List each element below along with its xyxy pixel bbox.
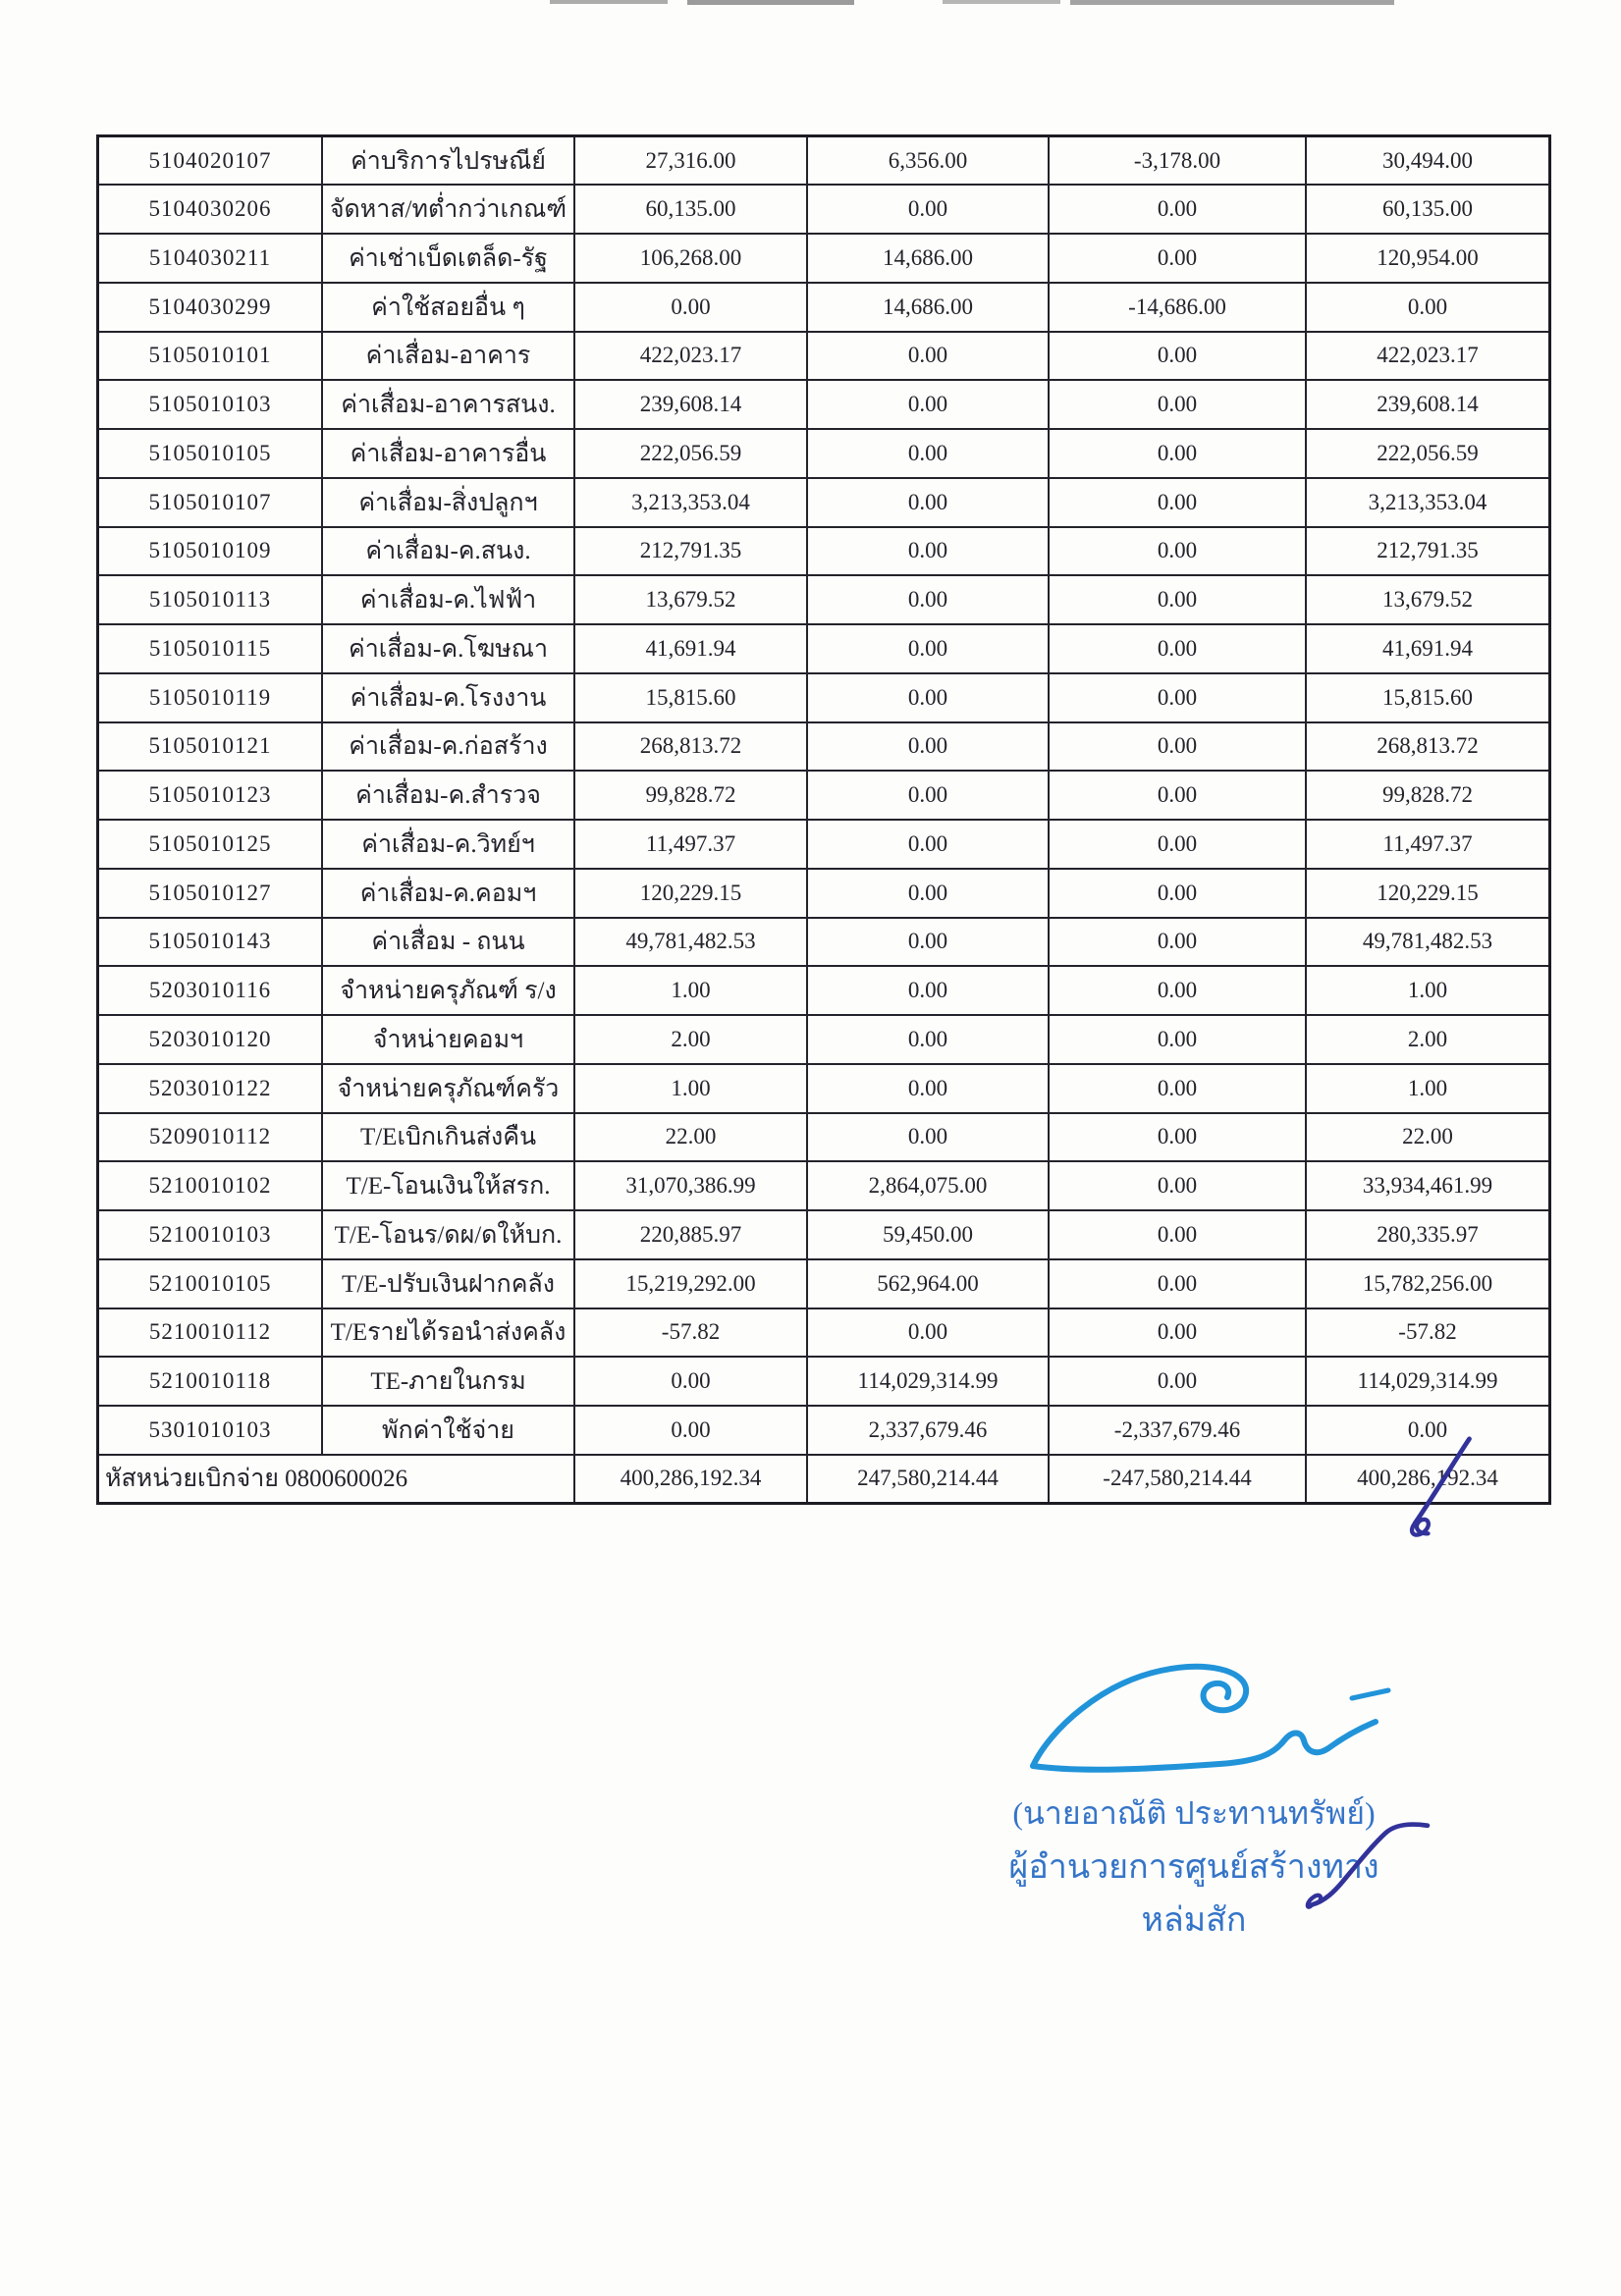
amount-cell: 0.00 — [1049, 966, 1306, 1015]
account-desc-cell: จำหน่ายครุภัณฑ์ ร/ง — [322, 966, 574, 1015]
amount-cell: 0.00 — [1049, 185, 1306, 234]
account-desc-cell: T/E-ปรับเงินฝากคลัง — [322, 1259, 574, 1308]
amount-cell: 11,497.37 — [1306, 820, 1550, 869]
scan-artifact — [1070, 0, 1394, 5]
amount-cell: 15,782,256.00 — [1306, 1259, 1550, 1308]
amount-cell: 11,497.37 — [574, 820, 807, 869]
amount-cell: 0.00 — [1049, 673, 1306, 722]
account-code-cell: 5203010120 — [98, 1015, 323, 1064]
amount-cell: 0.00 — [807, 820, 1049, 869]
account-desc-cell: ค่าเสื่อม-สิ่งปลูกฯ — [322, 478, 574, 527]
amount-cell: 120,229.15 — [1306, 869, 1550, 918]
signer-name: (นายอาณัติ ประทานทรัพย์) — [1012, 1795, 1376, 1831]
scan-artifact — [550, 0, 668, 4]
footer-row — [98, 1455, 1550, 1504]
account-desc-cell: ค่าใช้สอยอื่น ๆ — [322, 283, 574, 332]
amount-cell: 0.00 — [1049, 771, 1306, 820]
account-desc-cell: ค่าเสื่อม-ค.ก่อสร้าง — [322, 722, 574, 772]
amount-cell: 6,356.00 — [807, 136, 1049, 186]
amount-cell: 0.00 — [1049, 380, 1306, 429]
signer-title: ผู้อำนวยการศูนย์สร้างทางหล่มสัก — [1008, 1849, 1379, 1939]
amount-cell: 27,316.00 — [574, 136, 807, 186]
pen-initial-mark — [1394, 1435, 1483, 1538]
account-desc-cell: จำหน่ายคอมฯ — [322, 1015, 574, 1064]
table-row — [98, 234, 1550, 283]
table-row — [98, 332, 1550, 381]
table-row — [98, 1210, 1550, 1259]
amount-cell: 220,885.97 — [574, 1210, 807, 1259]
account-code-cell: 5210010105 — [98, 1259, 323, 1308]
table-row — [98, 673, 1550, 722]
amount-cell: 15,815.60 — [1306, 673, 1550, 722]
footer-total-cell: -247,580,214.44 — [1049, 1455, 1306, 1504]
amount-cell: 0.00 — [1049, 624, 1306, 673]
account-desc-cell: ค่าบริการไปรษณีย์ — [322, 136, 574, 186]
amount-cell: 22.00 — [574, 1113, 807, 1162]
account-desc-cell: ค่าเสื่อม-อาคาร — [322, 332, 574, 381]
amount-cell: 120,954.00 — [1306, 234, 1550, 283]
account-code-cell: 5104030206 — [98, 185, 323, 234]
amount-cell: 2,337,679.46 — [807, 1406, 1049, 1455]
ledger-table-body — [98, 136, 1550, 1455]
table-row — [98, 820, 1550, 869]
amount-cell: 0.00 — [807, 722, 1049, 772]
signature-ink — [1021, 1662, 1394, 1789]
amount-cell: 31,070,386.99 — [574, 1161, 807, 1210]
amount-cell: 0.00 — [1049, 1210, 1306, 1259]
table-row — [98, 527, 1550, 576]
amount-cell: 0.00 — [807, 966, 1049, 1015]
footer-total-cell: 400,286,192.34 — [1306, 1455, 1550, 1504]
amount-cell: 49,781,482.53 — [574, 918, 807, 967]
amount-cell: 30,494.00 — [1306, 136, 1550, 186]
amount-cell: 1.00 — [574, 1064, 807, 1113]
amount-cell: 0.00 — [1049, 1064, 1306, 1113]
amount-cell: 0.00 — [807, 478, 1049, 527]
amount-cell: -3,178.00 — [1049, 136, 1306, 186]
amount-cell: 0.00 — [1049, 1357, 1306, 1406]
account-code-cell: 5301010103 — [98, 1406, 323, 1455]
account-code-cell: 5210010102 — [98, 1161, 323, 1210]
account-code-cell: 5210010118 — [98, 1357, 323, 1406]
table-row — [98, 136, 1550, 186]
account-code-cell: 5104020107 — [98, 136, 323, 186]
table-row — [98, 1357, 1550, 1406]
amount-cell: 0.00 — [1049, 869, 1306, 918]
footer-total-cell: 247,580,214.44 — [807, 1455, 1049, 1504]
amount-cell: 3,213,353.04 — [574, 478, 807, 527]
amount-cell: 15,219,292.00 — [574, 1259, 807, 1308]
amount-cell: 0.00 — [807, 869, 1049, 918]
amount-cell: 422,023.17 — [1306, 332, 1550, 381]
amount-cell: 0.00 — [807, 575, 1049, 624]
amount-cell: 268,813.72 — [1306, 722, 1550, 772]
account-code-cell: 5105010127 — [98, 869, 323, 918]
account-desc-cell: ค่าเสื่อม-อาคารสนง. — [322, 380, 574, 429]
amount-cell: 0.00 — [1049, 527, 1306, 576]
table-row — [98, 869, 1550, 918]
amount-cell: 59,450.00 — [807, 1210, 1049, 1259]
amount-cell: 120,229.15 — [574, 869, 807, 918]
amount-cell: 0.00 — [1049, 332, 1306, 381]
amount-cell: 99,828.72 — [574, 771, 807, 820]
table-row — [98, 1406, 1550, 1455]
amount-cell: 99,828.72 — [1306, 771, 1550, 820]
amount-cell: 212,791.35 — [1306, 527, 1550, 576]
account-code-cell: 5203010122 — [98, 1064, 323, 1113]
account-desc-cell: ค่าเสื่อม-ค.ไฟฟ้า — [322, 575, 574, 624]
account-desc-cell: T/Eรายได้รอนำส่งคลัง — [322, 1308, 574, 1358]
amount-cell: 1.00 — [1306, 966, 1550, 1015]
account-code-cell: 5105010121 — [98, 722, 323, 772]
amount-cell: 0.00 — [1049, 1308, 1306, 1358]
account-code-cell: 5105010105 — [98, 429, 323, 478]
table-row — [98, 283, 1550, 332]
amount-cell: -57.82 — [574, 1308, 807, 1358]
account-code-cell: 5105010103 — [98, 380, 323, 429]
amount-cell: 0.00 — [1049, 1113, 1306, 1162]
table-row — [98, 380, 1550, 429]
table-row — [98, 1308, 1550, 1358]
amount-cell: 239,608.14 — [1306, 380, 1550, 429]
amount-cell: 0.00 — [807, 918, 1049, 967]
account-desc-cell: ค่าเสื่อม-ค.วิทย์ฯ — [322, 820, 574, 869]
account-desc-cell: ค่าเสื่อม-ค.สำรวจ — [322, 771, 574, 820]
amount-cell: 0.00 — [807, 527, 1049, 576]
account-desc-cell: พักค่าใช้จ่าย — [322, 1406, 574, 1455]
account-code-cell: 5105010143 — [98, 918, 323, 967]
amount-cell: 0.00 — [1049, 918, 1306, 967]
amount-cell: 0.00 — [1049, 429, 1306, 478]
account-desc-cell: ค่าเสื่อม-ค.สนง. — [322, 527, 574, 576]
account-desc-cell: จำหน่ายครุภัณฑ์ครัว — [322, 1064, 574, 1113]
amount-cell: 0.00 — [807, 1308, 1049, 1358]
amount-cell: 0.00 — [1049, 234, 1306, 283]
amount-cell: 0.00 — [807, 1113, 1049, 1162]
amount-cell: -2,337,679.46 — [1049, 1406, 1306, 1455]
account-code-cell: 5105010113 — [98, 575, 323, 624]
amount-cell: 222,056.59 — [574, 429, 807, 478]
account-desc-cell: ค่าเสื่อม-ค.โฆษณา — [322, 624, 574, 673]
amount-cell: 114,029,314.99 — [807, 1357, 1049, 1406]
amount-cell: 280,335.97 — [1306, 1210, 1550, 1259]
account-code-cell: 5105010125 — [98, 820, 323, 869]
amount-cell: 0.00 — [807, 185, 1049, 234]
ledger-table-container — [96, 134, 1551, 1505]
table-row — [98, 918, 1550, 967]
table-row — [98, 1015, 1550, 1064]
account-code-cell: 5209010112 — [98, 1113, 323, 1162]
account-code-cell: 5105010101 — [98, 332, 323, 381]
amount-cell: 15,815.60 — [574, 673, 807, 722]
amount-cell: 0.00 — [1049, 820, 1306, 869]
account-code-cell: 5105010123 — [98, 771, 323, 820]
table-row — [98, 722, 1550, 772]
amount-cell: 60,135.00 — [1306, 185, 1550, 234]
amount-cell: 0.00 — [807, 429, 1049, 478]
amount-cell: 0.00 — [1049, 1161, 1306, 1210]
amount-cell: 2.00 — [574, 1015, 807, 1064]
account-code-cell: 5104030211 — [98, 234, 323, 283]
scan-artifact — [943, 0, 1060, 4]
amount-cell: 13,679.52 — [574, 575, 807, 624]
table-row — [98, 1161, 1550, 1210]
amount-cell: 13,679.52 — [1306, 575, 1550, 624]
amount-cell: 41,691.94 — [574, 624, 807, 673]
amount-cell: 0.00 — [1049, 722, 1306, 772]
table-row — [98, 771, 1550, 820]
amount-cell: -14,686.00 — [1049, 283, 1306, 332]
amount-cell: 22.00 — [1306, 1113, 1550, 1162]
amount-cell: 14,686.00 — [807, 283, 1049, 332]
table-row — [98, 1113, 1550, 1162]
account-code-cell: 5203010116 — [98, 966, 323, 1015]
amount-cell: 222,056.59 — [1306, 429, 1550, 478]
account-code-cell: 5105010119 — [98, 673, 323, 722]
amount-cell: 114,029,314.99 — [1306, 1357, 1550, 1406]
amount-cell: 60,135.00 — [574, 185, 807, 234]
amount-cell: 0.00 — [574, 1357, 807, 1406]
account-desc-cell: T/Eเบิกเกินส่งคืน — [322, 1113, 574, 1162]
amount-cell: 1.00 — [1306, 1064, 1550, 1113]
amount-cell: 239,608.14 — [574, 380, 807, 429]
table-row — [98, 1259, 1550, 1308]
amount-cell: 0.00 — [807, 380, 1049, 429]
account-desc-cell: ค่าเสื่อม-ค.โรงงาน — [322, 673, 574, 722]
amount-cell: 0.00 — [807, 1015, 1049, 1064]
amount-cell: 268,813.72 — [574, 722, 807, 772]
account-desc-cell: ค่าเสื่อม-อาคารอื่น — [322, 429, 574, 478]
table-row — [98, 1064, 1550, 1113]
account-code-cell: 5105010107 — [98, 478, 323, 527]
account-desc-cell: T/E-โอนร/ดผ/ดให้บก. — [322, 1210, 574, 1259]
account-desc-cell: จัดหาส/ทต่ำกว่าเกณฑ์ — [322, 185, 574, 234]
amount-cell: 0.00 — [807, 1064, 1049, 1113]
amount-cell: 106,268.00 — [574, 234, 807, 283]
amount-cell: 3,213,353.04 — [1306, 478, 1550, 527]
account-code-cell: 5105010109 — [98, 527, 323, 576]
amount-cell: 0.00 — [1049, 575, 1306, 624]
table-row — [98, 624, 1550, 673]
table-row — [98, 575, 1550, 624]
ledger-table-footer — [98, 1455, 1550, 1504]
amount-cell: 0.00 — [807, 332, 1049, 381]
amount-cell: 1.00 — [574, 966, 807, 1015]
amount-cell: 49,781,482.53 — [1306, 918, 1550, 967]
amount-cell: 0.00 — [1306, 283, 1550, 332]
amount-cell: 0.00 — [1306, 1406, 1550, 1455]
account-code-cell: 5210010112 — [98, 1308, 323, 1358]
account-desc-cell: T/E-โอนเงินให้สรก. — [322, 1161, 574, 1210]
amount-cell: 0.00 — [807, 673, 1049, 722]
amount-cell: 0.00 — [574, 283, 807, 332]
table-row — [98, 966, 1550, 1015]
amount-cell: 0.00 — [1049, 1259, 1306, 1308]
footer-total-cell: 400,286,192.34 — [574, 1455, 807, 1504]
scan-artifact — [687, 0, 854, 5]
amount-cell: 2,864,075.00 — [807, 1161, 1049, 1210]
pen-stroke-mark — [1301, 1821, 1438, 1914]
amount-cell: 41,691.94 — [1306, 624, 1550, 673]
amount-cell: -57.82 — [1306, 1308, 1550, 1358]
account-code-cell: 5104030299 — [98, 283, 323, 332]
amount-cell: 0.00 — [807, 771, 1049, 820]
amount-cell: 0.00 — [574, 1406, 807, 1455]
table-row — [98, 429, 1550, 478]
amount-cell: 212,791.35 — [574, 527, 807, 576]
account-desc-cell: ค่าเช่าเบ็ดเตล็ด-รัฐ — [322, 234, 574, 283]
amount-cell: 0.00 — [1049, 1015, 1306, 1064]
account-desc-cell: TE-ภายในกรม — [322, 1357, 574, 1406]
disbursement-unit-code-label: หัสหน่วยเบิกจ่าย 0800600026 — [98, 1455, 575, 1504]
amount-cell: 33,934,461.99 — [1306, 1161, 1550, 1210]
amount-cell: 0.00 — [1049, 478, 1306, 527]
account-desc-cell: ค่าเสื่อม - ถนน — [322, 918, 574, 967]
amount-cell: 422,023.17 — [574, 332, 807, 381]
table-row — [98, 478, 1550, 527]
account-code-cell: 5105010115 — [98, 624, 323, 673]
account-code-cell: 5210010103 — [98, 1210, 323, 1259]
amount-cell: 562,964.00 — [807, 1259, 1049, 1308]
account-desc-cell: ค่าเสื่อม-ค.คอมฯ — [322, 869, 574, 918]
amount-cell: 14,686.00 — [807, 234, 1049, 283]
table-row — [98, 185, 1550, 234]
ledger-table — [96, 134, 1551, 1505]
amount-cell: 0.00 — [807, 624, 1049, 673]
amount-cell: 2.00 — [1306, 1015, 1550, 1064]
